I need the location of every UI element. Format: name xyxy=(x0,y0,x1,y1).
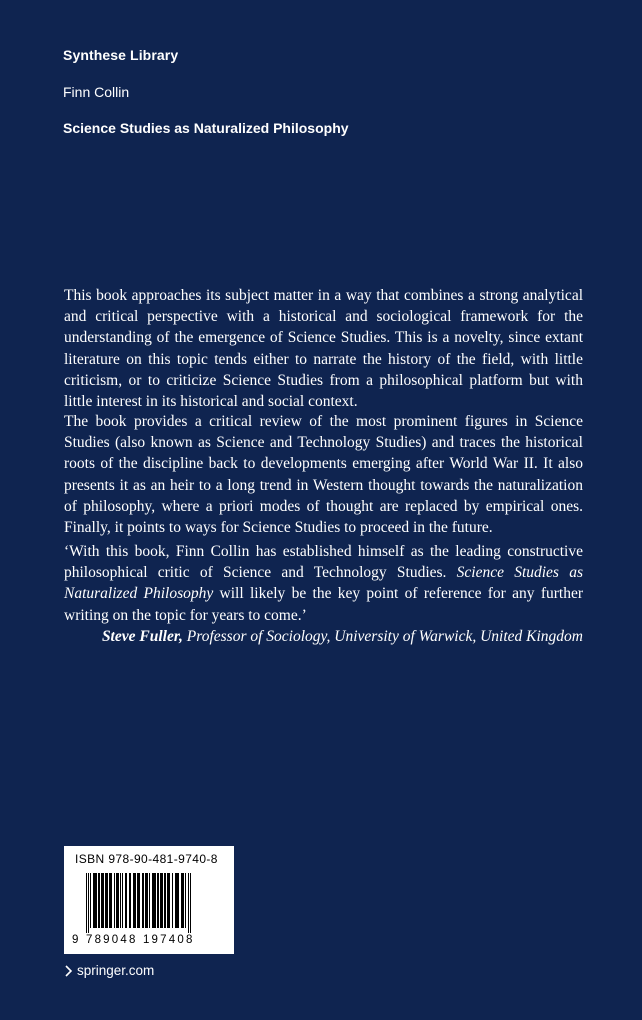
book-title: Science Studies as Naturalized Philosophy xyxy=(63,120,349,136)
quote-text-start: ‘With this book, Finn Collin has established himself as the leading constructive philosophical critic of Science and Technology Studies. xyxy=(64,543,583,582)
barcode-block xyxy=(64,846,234,954)
quote-affiliation: Professor of Sociology, University of Warwick, United Kingdom xyxy=(182,627,583,645)
publisher-link-text[interactable]: springer.com xyxy=(77,963,155,978)
blurb-paragraph-1: This book approaches its subject matter in a way that combines a strong analytical and critical perspective with a historical and sociological framework for the understanding of the emergence of Science Studies. This is a novelty, since extant literature on this topic tends either to narrate the history of the field, with little criticism, or to criticize Science Studies from a philosophical platform but with little interest in its historical and social context. xyxy=(64,287,583,411)
quote-attribution xyxy=(64,626,583,647)
quote-text-end: will likely be the key point of reference for any further writing on the topic for years to come.’ xyxy=(64,585,583,624)
barcode-digits: 9 789048 197408 xyxy=(72,934,195,946)
chevron-right-icon xyxy=(64,964,73,978)
barcode-icon xyxy=(86,873,218,933)
blurb-paragraph-2: The book provides a critical review of the most prominent figures in Science Studies (also known as Science and Technology Studies) and traces the historical roots of the discipline back to developments emerging after World War II. It also presents it as an heir to a long trend in Western thought towards the naturalization of philosophy, where a priori modes of thought are replaced by empirical ones. Finally, it points to ways for Science Studies to proceed in the future. xyxy=(64,413,583,537)
quote-author: Steve Fuller, xyxy=(101,627,183,645)
publisher-link[interactable] xyxy=(64,963,154,978)
author-name: Finn Collin xyxy=(63,84,130,100)
series-title: Synthese Library xyxy=(63,47,179,63)
isbn-number: ISBN 978-90-481-9740-8 xyxy=(75,852,218,866)
endorsement-quote xyxy=(64,541,583,647)
quote-book-title: Science Studies as Naturalized Philosophy xyxy=(64,564,583,603)
